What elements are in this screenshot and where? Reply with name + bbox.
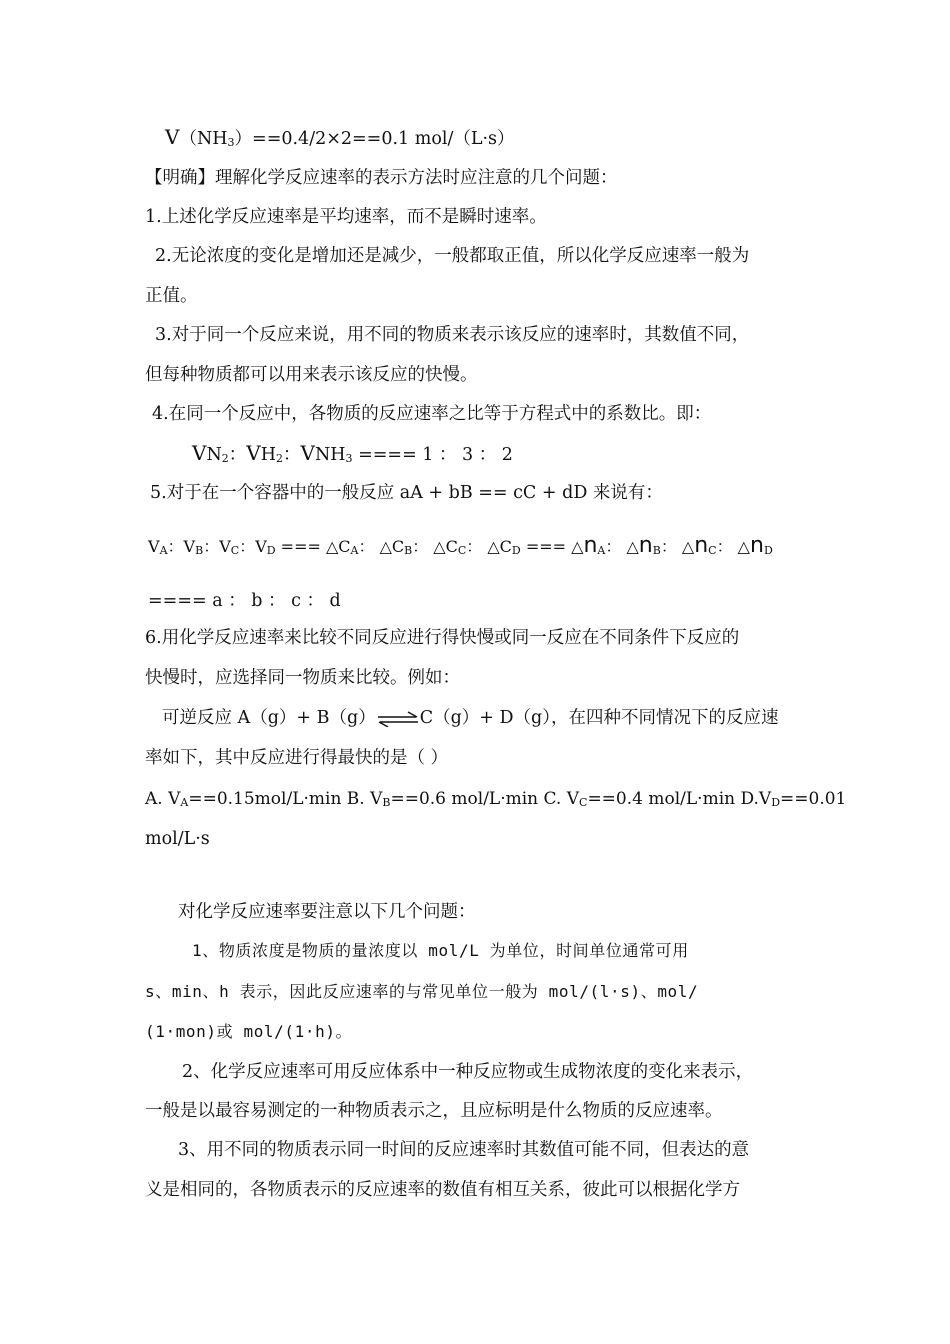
point-3-line-1: 3.对于同一个反应来说，用不同的物质来表示该反应的速率时，其数值不同， [155,325,750,345]
answer-options: A. VA==0.15mol/L·min B. VB==0.6 mol/L·min C. VC==0.4 mol/L·min D.VD==0.01 [145,789,847,809]
point-3-line-2: 但每种物质都可以用来表示该反应的快慢。 [145,365,478,385]
note-3-line-2: 义是相同的，各物质表示的反应速率的数值有相互关系，彼此可以根据化学方 [145,1180,740,1200]
point-6-line-1: 6.用化学反应速率来比较不同反应进行得快慢或同一反应在不同条件下反应的 [145,628,740,648]
note-2-line-1: 2、化学反应速率可用反应体系中一种反应物或生成物浓度的变化来表示， [182,1062,754,1082]
point-2-line-2: 正值。 [145,286,198,306]
ratio-equation: VN2：VH2：VNH3 ==== 1 ： 3 ： 2 [192,441,513,465]
general-ratio-line: VA：VB：VC：VD === △CA： △CB： △CC： △CD === △nA： △nB： △nC： △nD [148,533,773,558]
equilibrium-arrow-icon [376,711,420,727]
point-5: 5.对于在一个容器中的一般反应 aA + bB == cC + dD 来说有： [150,483,663,503]
notes-title: 对化学反应速率要注意以下几个问题： [178,902,476,922]
note-2-line-2: 一般是以最容易测定的一种物质表示之，且应标明是什么物质的反应速率。 [145,1101,723,1121]
general-ratio-line-2: ==== a ： b ： c ： d [148,591,341,611]
note-1-line-2: s、min、h 表示，因此反应速率的与常见单位一般为 mol/(l·s)、mol/ [145,982,699,1001]
note-1-line-3: (1·mon)或 mol/(1·h)。 [145,1022,353,1041]
point-6-line-2: 快慢时，应选择同一物质来比较。例如： [145,668,460,688]
point-1: 1.上述化学反应速率是平均速率，而不是瞬时速率。 [145,207,547,227]
note-3-line-1: 3、用不同的物质表示同一时间的反应速率时其数值可能不同，但表达的意 [178,1140,750,1160]
answer-options-line-2: mol/L·s [145,829,210,849]
mingque-heading: 【明确】理解化学反应速率的表示方法时应注意的几个问题： [145,168,618,188]
reversible-reaction-line-2: 率如下，其中反应进行得最快的是（ ） [145,748,449,768]
point-2-line-1: 2.无论浓度的变化是增加还是减少，一般都取正值，所以化学反应速率一般为 [155,246,750,266]
note-1-line-1: 1、物质浓度是物质的量浓度以 mol/L 为单位，时间单位通常可用 [192,941,689,960]
v-nh3-line: V（NH3）==0.4/2×2==0.1 mol/（L·s） [165,125,515,149]
point-4: 4.在同一个反应中，各物质的反应速率之比等于方程式中的系数比。即： [152,404,712,424]
reversible-reaction-line: 可逆反应 A（g）+ B（g） C（g）+ D（g），在四种不同情况下的反应速 [162,708,779,728]
